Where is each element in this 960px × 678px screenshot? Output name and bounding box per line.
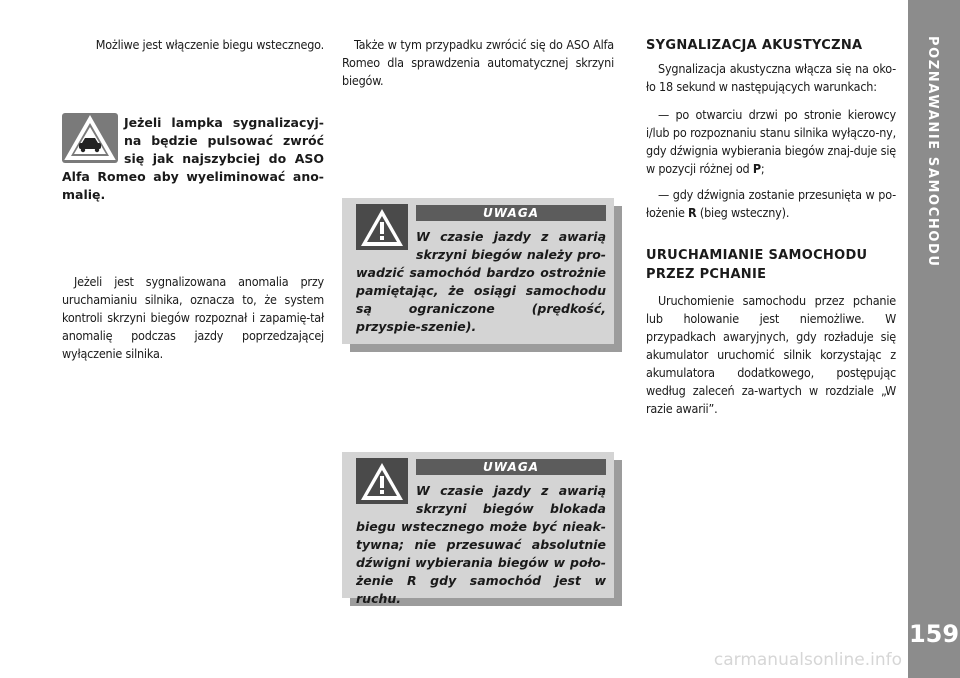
heading-push-start: URUCHAMIANIE SAMOCHODU PRZEZ PCHANIE [646,248,868,282]
col2-paragraph-1: Także w tym przypadku zwrócić się do ASO Alfa Romeo dla sprawdzenia automatycznej skrzyni biegów. [342,37,614,88]
warning-box-1 [342,198,614,344]
col3-paragraph-1: Sygnalizacja akustyczna włącza się na oko-ło 18 sekund w następujących warunkach: [646,61,896,94]
col3-paragraph-2: — po otwarciu drzwi po stronie kierowcy i/lub po rozpoznaniu stanu silnika wyłączo-ny, gdy dźwignia wybierania biegów znaj-duje się w pozycji różnej od P; [646,107,896,176]
section-title: POZNAWANIE SAMOCHODU [925,36,940,268]
warning-label: UWAGA [416,459,606,475]
caution-text: Jeżeli lampka sygnalizacyj-na będzie pulsować zwróć się jak najszybciej do ASO Alfa Romeo aby wyeliminować ano-malię. [62,115,324,202]
warning-text-1: W czasie jazdy z awarią skrzyni biegów należy pro-wadzić samochód bardzo ostrożnie pamiętając, że osiągi samochodu są ograniczone (prędkość, przyspie-szenie). [356,229,606,334]
warning-box-2 [342,452,614,606]
col1-paragraph-1: Możliwe jest włączenie biegu wstecznego. [95,37,324,52]
watermark: carmanualsonline.info [713,650,902,670]
warning-text-2: W czasie jazdy z awarią skrzyni biegów blokada biegu wstecznego może być nieak-tywna; nie przesuwać absolutnie dźwigni wybierania biegów w poło-żenie R gdy samochód jest w ruchu. [356,483,606,606]
page-number: 159 [908,620,960,648]
warning-label: UWAGA [416,205,606,221]
heading-acoustic-signal: SYGNALIZACJA AKUSTYCZNA [646,38,863,53]
col1-paragraph-2: Jeżeli jest sygnalizowana anomalia przy uruchamianiu silnika, oznacza to, że system kontroli skrzyni biegów rozpoznał i zapamię-tał anomalię podczas jazdy poprzedzającej wyłączenie silnika. [62,274,324,361]
col3-paragraph-4: Uruchomienie samochodu przez pchanie lub holowanie jest niemożliwe. W przypadkach awaryjnych, gdy rozładuje się akumulator uruchomić silnik korzystając z akumulatora dodatkowego, postępując według zaleceń za-wartych w rozdziale „W razie awarii”. [646,293,896,416]
col3-paragraph-3: — gdy dźwignia zostanie przesunięta w po-łożenie R (bieg wsteczny). [646,187,896,220]
